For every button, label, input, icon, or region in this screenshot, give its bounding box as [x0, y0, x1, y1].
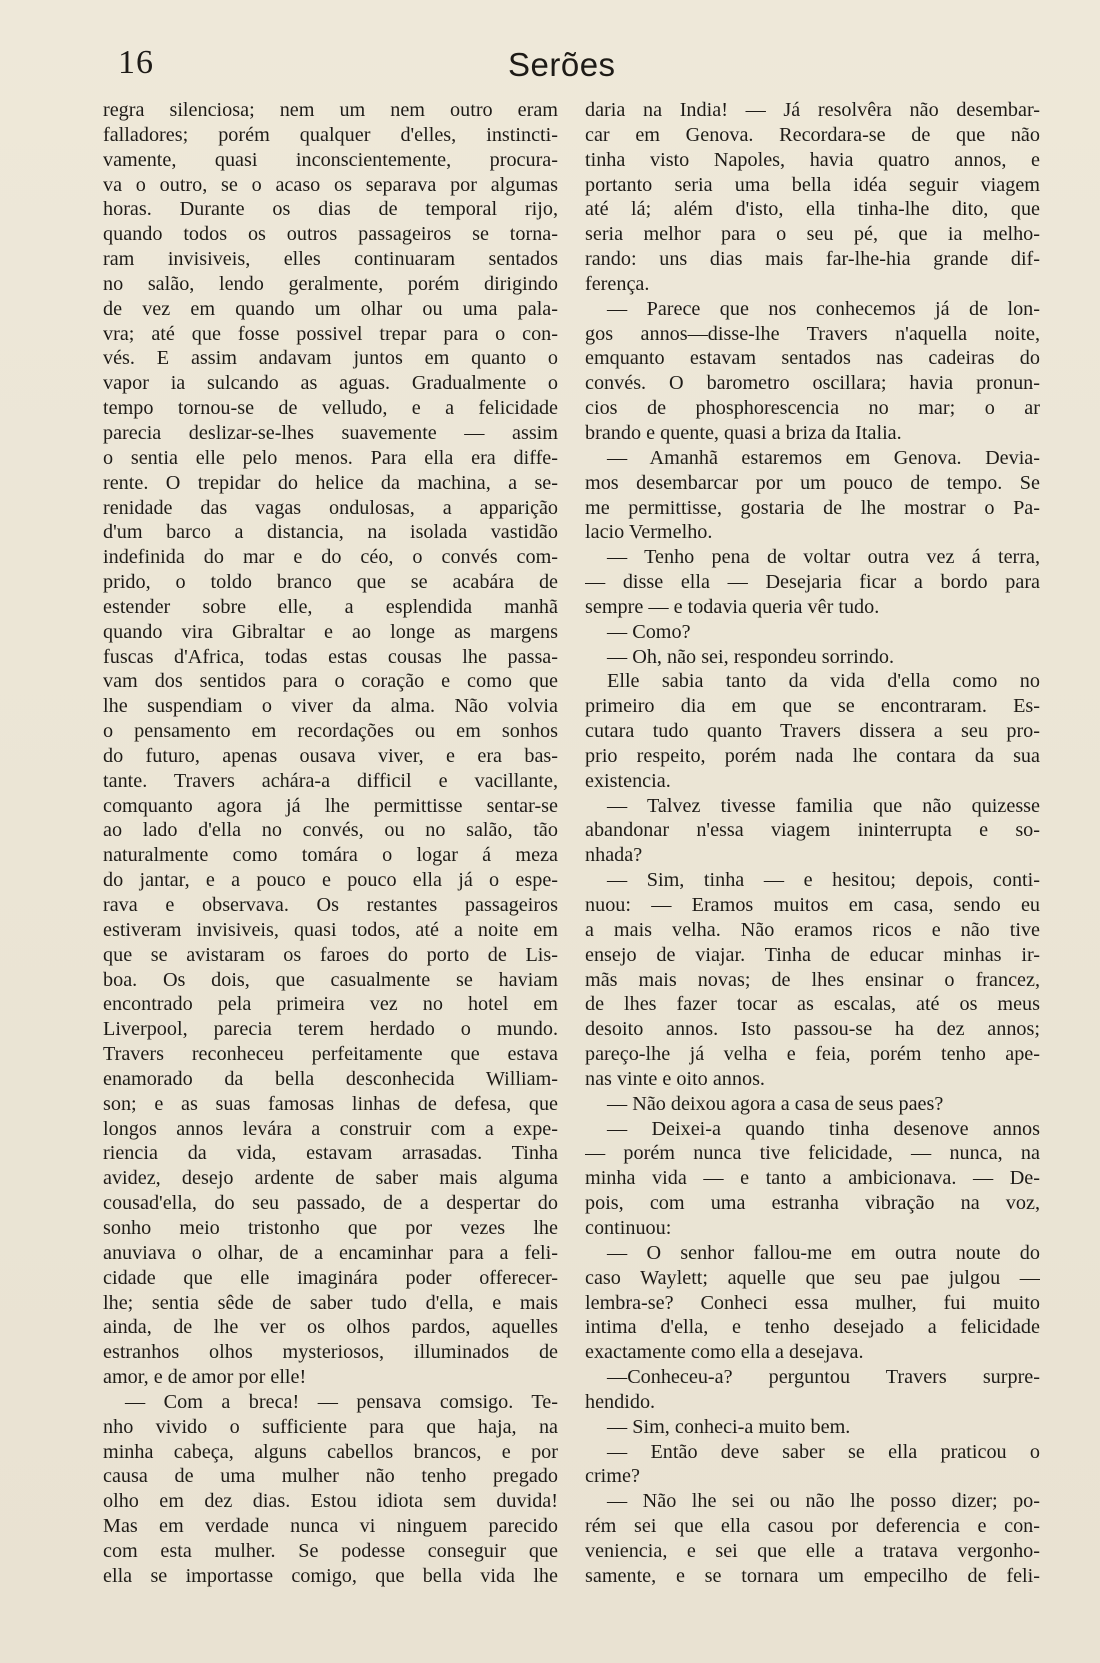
text-line: — porém nunca tive felicidade, — nunca, na: [585, 1142, 1040, 1165]
text-line: — Sim, conheci-a muito bem.: [607, 1415, 851, 1438]
text-line: me permittisse, gostaria de lhe mostrar o Pa-: [585, 496, 1040, 519]
text-line: sonho meio tristonho que por vezes lhe: [103, 1216, 558, 1239]
text-line: — Oh, não sei, respondeu sorrindo.: [607, 645, 895, 668]
running-title: Serões: [508, 46, 616, 83]
text-line: son; e as suas famosas linhas de defesa, que: [103, 1092, 558, 1115]
text-line: de lhes fazer tocar as escalas, até os meus: [585, 993, 1040, 1016]
text-line: tante. Travers achára-a difficil e vacillante,: [103, 769, 558, 792]
text-line: Elle sabia tanto da vida d'ella como no: [607, 670, 1040, 693]
text-line: — Tenho pena de voltar outra vez á terra,: [607, 546, 1040, 569]
text-line: emquanto estavam sentados nas cadeiras do: [585, 347, 1040, 370]
text-line: indefinida do mar e do céo, o convés com-: [103, 546, 558, 569]
text-line: crime?: [585, 1465, 640, 1488]
text-line: —Conheceu-a? perguntou Travers surpre-: [607, 1366, 1040, 1389]
text-line: — Sim, tinha — e hesitou; depois, conti-: [607, 869, 1040, 892]
text-line: riencia da vida, estavam arrasadas. Tinha: [103, 1142, 558, 1165]
text-line: o sentia elle pelo menos. Para ella era diffe-: [103, 446, 558, 469]
text-line: vamente, quasi inconscientemente, procura-: [103, 148, 558, 171]
text-line: nuou: — Eramos muitos em casa, sendo eu: [585, 894, 1040, 916]
text-line: regra silenciosa; nem um nem outro eram: [103, 99, 558, 121]
text-line: sempre — e todavia queria vêr tudo.: [585, 595, 880, 618]
text-line: o pensamento em recordações ou em sonhos: [103, 720, 558, 743]
text-line: — Talvez tivesse familia que não quizesse: [607, 794, 1040, 817]
text-line: — Com a breca! — pensava comsigo. Te-: [125, 1390, 558, 1413]
text-line: existencia.: [585, 769, 671, 792]
text-line: amor, e de amor por elle!: [103, 1366, 307, 1389]
text-line: comquanto agora já lhe permittisse sentar-se: [103, 794, 558, 817]
text-line: prio respeito, porém nada lhe contara da sua: [585, 744, 1040, 767]
text-line: quando todos os outros passageiros se torna-: [103, 223, 558, 246]
text-line: brando e quente, quasi a briza da Italia.: [585, 421, 902, 444]
text-line: gos annos—disse-lhe Travers n'aquella noite,: [585, 322, 1040, 345]
text-line: — O senhor fallou-me em outra noute do: [607, 1241, 1040, 1264]
text-line: pois, com uma estranha vibração na voz,: [585, 1192, 1040, 1215]
text-line: de vez em quando um olhar ou uma pala-: [103, 297, 558, 320]
text-line: parecia deslizar-se-lhes suavemente — assim: [103, 421, 558, 444]
text-line: horas. Durante os dias de temporal rijo,: [103, 198, 558, 221]
text-line: seria melhor para o seu pé, que ia melho-: [585, 223, 1040, 246]
text-line: anuviava o olhar, de a encaminhar para a feli-: [103, 1241, 558, 1264]
text-line: Travers reconheceu perfeitamente que estava: [103, 1043, 558, 1066]
text-line: vam dos sentidos para o coração e como que: [103, 670, 558, 693]
text-line: tinha visto Napoles, havia quatro annos, e: [585, 148, 1040, 171]
text-line: Mas em verdade nunca vi ninguem parecido: [103, 1515, 558, 1538]
text-line: — Amanhã estaremos em Genova. Devia-: [607, 446, 1040, 469]
text-line: va o outro, se o acaso os separava por algumas: [103, 173, 558, 196]
text-line: abandonar n'essa viagem ininterrupta e so-: [585, 819, 1040, 842]
text-line: — Não lhe sei ou não lhe posso dizer; po-: [607, 1490, 1040, 1513]
text-line: cousad'ella, do seu passado, de a despertar do: [103, 1192, 558, 1215]
text-line: avidez, desejo ardente de saber mais alguma: [103, 1167, 558, 1190]
text-line: — Então deve saber se ella praticou o: [607, 1440, 1040, 1463]
text-line: — Deixei-a quando tinha desenove annos: [607, 1117, 1040, 1140]
text-line: fuscas d'Africa, todas estas cousas lhe passa-: [103, 645, 558, 668]
text-line: vra; até que fosse possivel trepar para o con-: [103, 322, 558, 345]
text-line: lhe; sentia sêde de saber tudo d'ella, e mais: [103, 1291, 558, 1314]
text-line: lhe suspendiam o viver da alma. Não volvia: [103, 695, 558, 718]
text-line: estranhos olhos mysteriosos, illuminados de: [103, 1341, 558, 1364]
text-line: nho vivido o sufficiente para que haja, na: [103, 1415, 558, 1438]
text-line: — Como?: [607, 620, 691, 643]
text-line: veniencia, e sei que elle a tratava vergonho-: [585, 1539, 1040, 1562]
text-line: até lá; além d'isto, ella tinha-lhe dito, que: [585, 198, 1040, 221]
text-line: d'um barco a distancia, na isolada vastidão: [103, 521, 558, 544]
text-line: rém sei que ella casou por deferencia e con-: [585, 1515, 1040, 1538]
text-line: nas vinte e oito annos.: [585, 1067, 765, 1090]
text-line: intima d'ella, e tenho desejado a felicidade: [585, 1316, 1040, 1339]
text-line: tempo tornou-se de velludo, e a felicidade: [103, 397, 558, 420]
text-line: portanto seria uma bella idéa seguir viagem: [585, 173, 1040, 196]
text-line: mãs mais novas; de lhes ensinar o francez,: [585, 968, 1040, 991]
text-line: minha vida — e tanto a ambicionava. — De-: [585, 1167, 1040, 1190]
text-line: lacio Vermelho.: [585, 521, 713, 544]
text-line: — Parece que nos conhecemos já de lon-: [607, 297, 1040, 320]
left-text-column: [103, 98, 558, 1589]
text-line: longos annos levára a construir com a expe-: [103, 1117, 558, 1140]
text-line: Liverpool, parecia terem herdado o mundo.: [103, 1018, 558, 1041]
text-line: estiveram invisiveis, quasi todos, até a noite em: [103, 918, 558, 941]
text-line: encontrado pela primeira vez no hotel em: [103, 993, 558, 1016]
text-line: rando: uns dias mais far-lhe-hia grande dif-: [585, 248, 1040, 271]
text-line: cutara tudo quanto Travers dissera a seu pro-: [585, 720, 1040, 743]
text-line: pareço-lhe já velha e feia, porém tenho ape-: [585, 1043, 1040, 1066]
text-line: caso Waylett; aquelle que seu pae julgou —: [585, 1266, 1040, 1289]
text-line: cios de phosphorescencia no mar; o ar: [585, 397, 1040, 420]
text-line: renidade das vagas ondulosas, a apparição: [103, 496, 558, 519]
page-number: 16: [118, 44, 154, 81]
text-line: a mais velha. Não eramos ricos e não tive: [585, 918, 1040, 941]
text-line: prido, o toldo branco que se acabára de: [103, 571, 558, 594]
text-line: ainda, de lhe ver os olhos pardos, aquelles: [103, 1316, 558, 1339]
text-line: falladores; porém qualquer d'elles, instincti-: [103, 123, 558, 146]
text-line: ensejo de viajar. Tinha de educar minhas ir-: [585, 943, 1040, 966]
text-line: rava e observava. Os restantes passageiros: [103, 894, 558, 916]
text-line: ella se importasse comigo, que bella vida lhe: [103, 1564, 558, 1587]
text-line: daria na India! — Já resolvêra não desembar-: [585, 99, 1040, 121]
right-text-column: [585, 98, 1040, 1589]
text-line: enamorado da bella desconhecida William-: [103, 1067, 558, 1090]
text-line: hendido.: [585, 1390, 656, 1413]
text-line: mos desembarcar por um pouco de tempo. Se: [585, 471, 1040, 494]
text-line: do jantar, e a pouco e pouco ella já o espe-: [103, 869, 558, 892]
text-line: ao lado d'ella no convés, ou no salão, tão: [103, 819, 558, 842]
text-line: — Não deixou agora a casa de seus paes?: [607, 1092, 944, 1115]
text-line: naturalmente como tomára o logar á meza: [103, 844, 558, 867]
text-line: nhada?: [585, 844, 643, 867]
text-line: vés. E assim andavam juntos em quanto o: [103, 347, 558, 370]
text-line: desoito annos. Isto passou-se ha dez annos;: [585, 1018, 1040, 1041]
text-line: olho em dez dias. Estou idiota sem duvida!: [103, 1490, 558, 1513]
text-line: — disse ella — Desejaria ficar a bordo para: [585, 571, 1040, 594]
text-line: boa. Os dois, que casualmente se haviam: [103, 968, 558, 991]
text-line: primeiro dia em que se encontraram. Es-: [585, 695, 1040, 718]
text-line: rente. O trepidar do helice da machina, a se-: [103, 471, 558, 494]
text-line: que se avistaram os faroes do porto de Lis-: [103, 943, 558, 966]
text-line: ferença.: [585, 272, 650, 295]
text-line: cidade que elle imaginára poder offerecer-: [103, 1266, 558, 1289]
text-line: com esta mulher. Se podesse conseguir que: [103, 1539, 558, 1562]
text-line: do futuro, apenas ousava viver, e era bas-: [103, 744, 558, 767]
text-line: estender sobre elle, a esplendida manhã: [103, 595, 558, 618]
text-line: ram invisiveis, elles continuaram sentados: [103, 248, 558, 271]
text-line: car em Genova. Recordara-se de que não: [585, 123, 1040, 146]
text-line: quando vira Gibraltar e ao longe as margens: [103, 620, 558, 643]
text-line: lembra-se? Conheci essa mulher, fui muito: [585, 1291, 1040, 1314]
text-line: minha cabeça, alguns cabellos brancos, e por: [103, 1440, 558, 1463]
text-line: vapor ia sulcando as aguas. Gradualmente o: [103, 372, 558, 395]
text-line: samente, e se tornara um empecilho de feli-: [585, 1564, 1040, 1587]
page-header: [118, 40, 1048, 90]
text-line: continuou:: [585, 1216, 672, 1239]
text-line: convés. O barometro oscillara; havia pronun-: [585, 372, 1040, 395]
text-line: no salão, lendo geralmente, porém dirigindo: [103, 272, 558, 295]
text-line: causa de uma mulher não tenho pregado: [103, 1465, 558, 1488]
text-line: exactamente como ella a desejava.: [585, 1341, 864, 1364]
